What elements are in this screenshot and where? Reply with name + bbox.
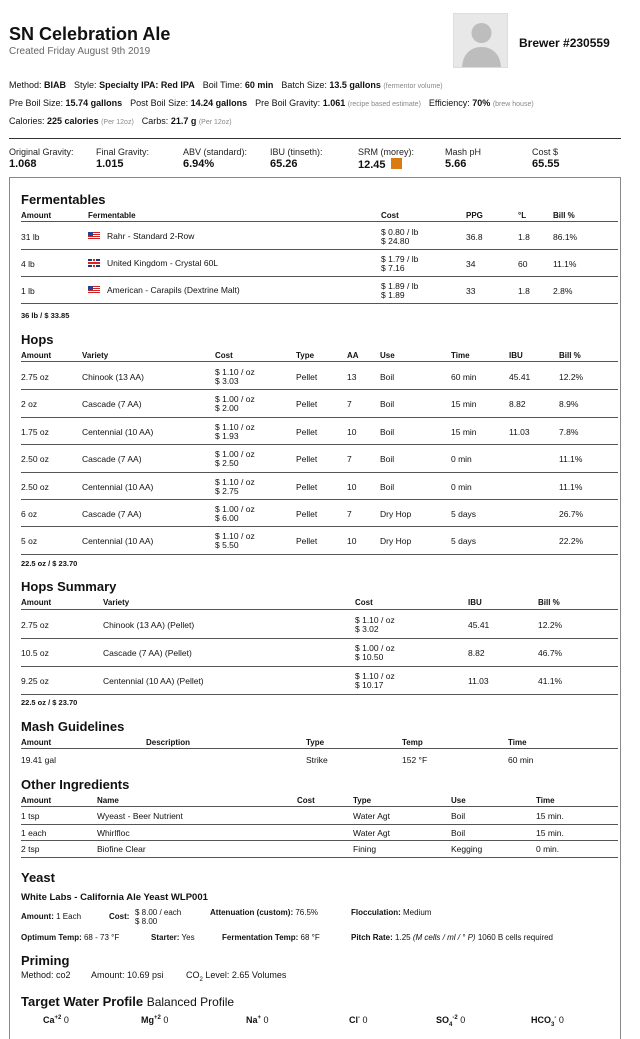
summary-variety: Centennial (10 AA) (Pellet): [103, 676, 204, 686]
col-header: Cost: [215, 351, 233, 360]
other-amount: 1 each: [21, 828, 47, 838]
table-rule: [21, 609, 618, 610]
hop-bill: 11.1%: [559, 454, 583, 464]
meta-item: Method: BIAB: [9, 80, 67, 90]
us-flag-icon: [88, 232, 100, 240]
col-header: Cost: [297, 796, 315, 805]
fermentable-name: American - Carapils (Dextrine Malt): [88, 285, 240, 295]
table-rule: [21, 526, 618, 527]
col-header: Bill %: [553, 211, 575, 220]
table-rule: [21, 840, 618, 841]
table-rule: [21, 666, 618, 667]
col-header: Type: [296, 351, 315, 360]
fermentable-cost: $ 0.80 / lb $ 24.80: [381, 227, 419, 246]
summary-ibu: 45.41: [468, 620, 490, 630]
user-silhouette-icon: [454, 14, 508, 68]
hop-type: Pellet: [296, 372, 318, 382]
col-header: Time: [536, 796, 555, 805]
hop-amount: 1.75 oz: [21, 427, 49, 437]
other-time: 15 min.: [536, 828, 564, 838]
col-header: Type: [306, 738, 325, 747]
stats-bar: [9, 147, 621, 173]
hop-bill: 12.2%: [559, 372, 584, 382]
uk-flag-icon: [88, 259, 100, 267]
summary-amount: 10.5 oz: [21, 648, 49, 658]
summary-amount: 2.75 oz: [21, 620, 49, 630]
summary-bill: 41.1%: [538, 676, 563, 686]
water-ion: $Mg^{+2}$ 0: [141, 1015, 169, 1025]
summary-variety: Chinook (13 AA) (Pellet): [103, 620, 195, 630]
fermentable-ppg: 36.8: [466, 232, 483, 242]
table-rule: [21, 806, 618, 807]
meta-item: Efficiency: 70% (brew house): [428, 98, 534, 108]
table-rule: [21, 554, 618, 555]
meta-line-2: [9, 98, 542, 108]
hop-bill: 8.9%: [559, 399, 579, 409]
table-rule: [21, 857, 618, 858]
hop-cost: $ 1.10 / oz $ 3.03: [215, 367, 255, 386]
hop-cost: $ 1.10 / oz $ 1.93: [215, 422, 255, 441]
water-ion: $SO_4^{-2}$ 0: [436, 1015, 466, 1028]
other-type: Fining: [353, 844, 377, 854]
yeast-flocculation: Flocculation: Medium: [351, 908, 432, 917]
summary-cost: $ 1.10 / oz $ 10.17: [355, 671, 395, 690]
hop-variety: Cascade (7 AA): [82, 509, 142, 519]
hop-ibu: 8.82: [509, 399, 526, 409]
col-header: Amount: [21, 738, 52, 747]
hop-bill: 22.2%: [559, 536, 584, 546]
hop-type: Pellet: [296, 536, 318, 546]
recipe-title: SN Celebration Ale: [9, 24, 171, 44]
table-rule: [21, 303, 618, 304]
table-rule: [21, 694, 618, 695]
hop-aa: 13: [347, 372, 357, 382]
yeast-amount: Amount: 1 Each: [21, 912, 82, 921]
mash-time: 60 min: [508, 755, 534, 765]
col-header: Use: [451, 796, 466, 805]
yeast-pitch-rate: Pitch Rate: 1.25 (M cells / ml / ° P) 1060 B cells required: [351, 933, 553, 942]
col-header: Name: [97, 796, 119, 805]
other-name: Wyeast - Beer Nutrient: [97, 811, 183, 821]
col-header: Bill %: [559, 351, 581, 360]
srm-color-swatch: [391, 158, 402, 169]
mash-amount: 19.41 gal: [21, 755, 56, 765]
col-header: Cost: [381, 211, 399, 220]
fermentable-bill: 86.1%: [553, 232, 578, 242]
fermentable-ppg: 34: [466, 259, 476, 269]
table-rule: [21, 824, 618, 825]
stat-fg: Final Gravity: 1.015: [96, 147, 150, 170]
yeast-cost: $ 8.00 / each $ 8.00: [135, 908, 182, 926]
hop-time: 5 days: [451, 509, 477, 519]
other-time: 15 min.: [536, 811, 564, 821]
section-title-hops-summary: Hops Summary: [21, 579, 117, 594]
yeast-optimum-temp: Optimum Temp: 68 - 73 °F: [21, 933, 120, 942]
section-title-water: Target Water Profile Balanced Profile: [21, 994, 235, 1009]
meta-line-1: [9, 80, 451, 90]
other-type: Water Agt: [353, 811, 391, 821]
summary-cost: $ 1.00 / oz $ 10.50: [355, 643, 395, 662]
hop-aa: 10: [347, 482, 357, 492]
meta-line-3: [9, 116, 240, 126]
col-header: Description: [146, 738, 191, 747]
fermentables-total: 36 lb / $ 33.85: [21, 311, 70, 320]
hop-cost: $ 1.00 / oz $ 2.50: [215, 449, 255, 468]
table-rule: [21, 638, 618, 639]
section-title-hops: Hops: [21, 332, 54, 347]
fermentable-amount: 4 lb: [21, 259, 35, 269]
col-header: Amount: [21, 796, 52, 805]
hop-aa: 7: [347, 509, 352, 519]
brewer-id: Brewer #230559: [519, 36, 610, 50]
col-header: Cost: [355, 598, 373, 607]
table-rule: [21, 221, 618, 222]
hop-cost: $ 1.00 / oz $ 6.00: [215, 504, 255, 523]
other-name: Whirlfloc: [97, 828, 130, 838]
table-rule: [21, 276, 618, 277]
table-rule: [21, 748, 618, 749]
fermentable-lovibond: 1.8: [518, 286, 530, 296]
col-header: Type: [353, 796, 372, 805]
priming-method: Method: co2: [21, 970, 71, 980]
hop-use: Boil: [380, 427, 395, 437]
fermentable-name: United Kingdom - Crystal 60L: [88, 258, 218, 268]
hop-type: Pellet: [296, 399, 318, 409]
hop-variety: Cascade (7 AA): [82, 399, 142, 409]
water-ion: $HCO_3^-$ 0: [531, 1015, 564, 1028]
col-header: Time: [508, 738, 527, 747]
col-header: PPG: [466, 211, 483, 220]
fermentable-lovibond: 1.8: [518, 232, 530, 242]
hop-use: Boil: [380, 399, 395, 409]
col-header: Variety: [82, 351, 109, 360]
other-name: Biofine Clear: [97, 844, 146, 854]
section-title-other: Other Ingredients: [21, 777, 130, 792]
hop-amount: 6 oz: [21, 509, 38, 519]
stat-og: Original Gravity: 1.068: [9, 147, 74, 170]
hop-time: 5 days: [451, 536, 477, 546]
priming-amount: Amount: 10.69 psi: [91, 970, 164, 980]
yeast-cost-label: Cost:: [109, 912, 130, 921]
hop-use: Boil: [380, 482, 395, 492]
divider: [9, 138, 621, 139]
hop-type: Pellet: [296, 427, 318, 437]
meta-item: Post Boil Size: 14.24 gallons: [130, 98, 248, 108]
meta-item: Style: Specialty IPA: Red IPA: [74, 80, 195, 90]
section-title-priming: Priming: [21, 953, 70, 968]
hop-type: Pellet: [296, 454, 318, 464]
summary-variety: Cascade (7 AA) (Pellet): [103, 648, 192, 658]
fermentable-amount: 1 lb: [21, 286, 35, 296]
summary-amount: 9.25 oz: [21, 676, 49, 686]
summary-bill: 46.7%: [538, 648, 563, 658]
hop-time: 0 min: [451, 482, 472, 492]
summary-cost: $ 1.10 / oz $ 3.02: [355, 615, 395, 634]
section-title-yeast: Yeast: [21, 870, 55, 885]
hop-time: 15 min: [451, 427, 477, 437]
us-flag-icon: [88, 286, 100, 294]
avatar[interactable]: [453, 13, 508, 68]
hop-time: 60 min: [451, 372, 477, 382]
col-header: Fermentable: [88, 211, 136, 220]
other-use: Boil: [451, 828, 466, 838]
stat-abv: ABV (standard): 6.94%: [183, 147, 248, 170]
hop-variety: Cascade (7 AA): [82, 454, 142, 464]
other-type: Water Agt: [353, 828, 391, 838]
hop-amount: 5 oz: [21, 536, 38, 546]
col-header: Amount: [21, 598, 52, 607]
col-header: IBU: [468, 598, 482, 607]
col-header: Amount: [21, 351, 52, 360]
hop-cost: $ 1.00 / oz $ 2.00: [215, 394, 255, 413]
col-header: Bill %: [538, 598, 560, 607]
created-date: Created Friday August 9th 2019: [9, 46, 151, 57]
hop-variety: Chinook (13 AA): [82, 372, 144, 382]
hop-variety: Centennial (10 AA): [82, 482, 154, 492]
hop-type: Pellet: [296, 482, 318, 492]
hop-time: 0 min: [451, 454, 472, 464]
hop-use: Dry Hop: [380, 509, 412, 519]
col-header: Time: [451, 351, 470, 360]
hops-total: 22.5 oz / $ 23.70: [21, 559, 78, 568]
hop-aa: 10: [347, 536, 357, 546]
water-ion: Cl- 0: [349, 1015, 368, 1025]
hop-bill: 26.7%: [559, 509, 584, 519]
yeast-fermentation-temp: Fermentation Temp: 68 °F: [222, 933, 320, 942]
summary-ibu: 8.82: [468, 648, 485, 658]
fermentable-ppg: 33: [466, 286, 476, 296]
hop-aa: 7: [347, 454, 352, 464]
table-rule: [21, 249, 618, 250]
other-amount: 1 tsp: [21, 811, 40, 821]
fermentable-bill: 2.8%: [553, 286, 573, 296]
water-ion: $Ca^{+2}$ 0: [43, 1015, 69, 1025]
yeast-attenuation: Attenuation (custom): 76.5%: [210, 908, 319, 917]
hop-aa: 10: [347, 427, 357, 437]
yeast-starter: Starter: Yes: [151, 933, 195, 942]
col-header: Use: [380, 351, 395, 360]
fermentable-bill: 11.1%: [553, 259, 577, 269]
hop-type: Pellet: [296, 509, 318, 519]
section-title-fermentables: Fermentables: [21, 192, 106, 207]
fermentable-lovibond: 60: [518, 259, 528, 269]
meta-item: Calories: 225 calories (Per 12oz): [9, 116, 134, 126]
table-rule: [21, 444, 618, 445]
fermentable-cost: $ 1.79 / lb $ 7.16: [381, 254, 419, 273]
mash-temp: 152 °F: [402, 755, 428, 765]
table-rule: [21, 389, 618, 390]
water-ion: Na+ 0: [246, 1015, 269, 1025]
hop-ibu: 11.03: [509, 427, 530, 437]
fermentable-amount: 31 lb: [21, 232, 40, 242]
meta-item: Batch Size: 13.5 gallons (fermentor volume): [281, 80, 443, 90]
table-rule: [21, 499, 618, 500]
other-time: 0 min.: [536, 844, 560, 854]
recipe-details-panel: [9, 177, 621, 1039]
hop-aa: 7: [347, 399, 352, 409]
stat-srm: SRM (morey): 12.45: [358, 147, 414, 171]
other-use: Kegging: [451, 844, 483, 854]
col-header: AA: [347, 351, 359, 360]
hop-time: 15 min: [451, 399, 477, 409]
col-header: °L: [518, 211, 527, 220]
fermentable-name: Rahr - Standard 2-Row: [88, 231, 194, 241]
fermentable-cost: $ 1.89 / lb $ 1.89: [381, 281, 419, 300]
hop-variety: Centennial (10 AA): [82, 427, 154, 437]
hop-ibu: 45.41: [509, 372, 531, 382]
section-title-mash: Mash Guidelines: [21, 719, 125, 734]
hop-use: Boil: [380, 372, 395, 382]
meta-item: Boil Time: 60 min: [202, 80, 274, 90]
hop-cost: $ 1.10 / oz $ 5.50: [215, 531, 255, 550]
hops-summary-total: 22.5 oz / $ 23.70: [21, 698, 78, 707]
hop-variety: Centennial (10 AA): [82, 536, 154, 546]
hop-use: Boil: [380, 454, 395, 464]
other-amount: 2 tsp: [21, 844, 40, 854]
meta-item: Carbs: 21.7 g (Per 12oz): [141, 116, 232, 126]
summary-bill: 12.2%: [538, 620, 563, 630]
hop-amount: 2 oz: [21, 399, 38, 409]
stat-cost: Cost $ 65.55: [532, 147, 560, 170]
hop-bill: 7.8%: [559, 427, 579, 437]
summary-ibu: 11.03: [468, 676, 489, 686]
col-header: Amount: [21, 211, 52, 220]
table-rule: [21, 472, 618, 473]
hop-cost: $ 1.10 / oz $ 2.75: [215, 477, 255, 496]
priming-co2-level: $CO_2$ Level: 2.65 Volumes: [186, 970, 287, 983]
col-header: Temp: [402, 738, 423, 747]
meta-item: Pre Boil Size: 15.74 gallons: [9, 98, 123, 108]
hop-use: Dry Hop: [380, 536, 412, 546]
yeast-name: White Labs - California Ale Yeast WLP001: [21, 892, 208, 903]
other-use: Boil: [451, 811, 466, 821]
table-rule: [21, 361, 618, 362]
hop-amount: 2.75 oz: [21, 372, 49, 382]
hop-bill: 11.1%: [559, 482, 583, 492]
col-header: IBU: [509, 351, 523, 360]
table-rule: [21, 417, 618, 418]
stat-ibu: IBU (tinseth): 65.26: [270, 147, 323, 170]
hop-amount: 2.50 oz: [21, 454, 49, 464]
meta-item: Pre Boil Gravity: 1.061 (recipe based estimate): [255, 98, 421, 108]
mash-type: Strike: [306, 755, 328, 765]
stat-mash-ph: Mash pH 5.66: [445, 147, 482, 170]
hop-amount: 2.50 oz: [21, 482, 49, 492]
col-header: Variety: [103, 598, 130, 607]
